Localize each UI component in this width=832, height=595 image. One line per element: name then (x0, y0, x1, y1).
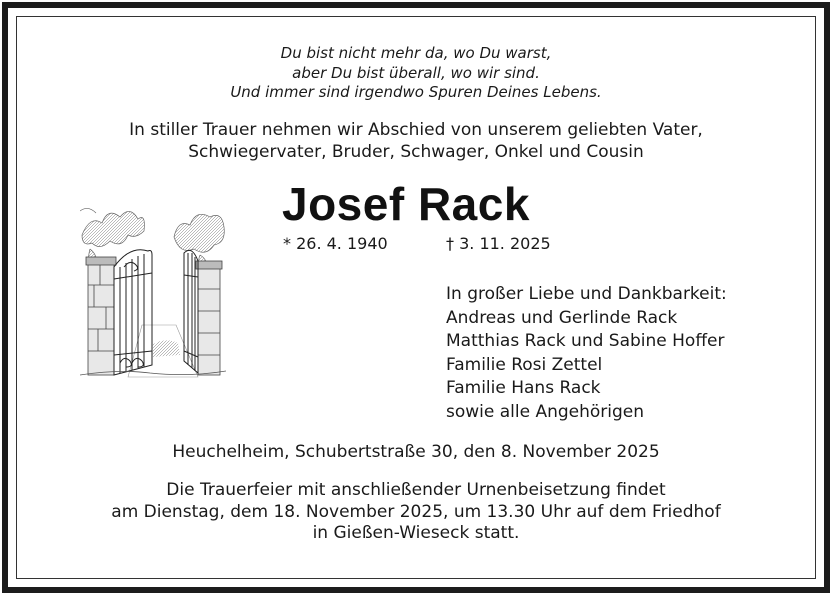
poem (0, 44, 832, 103)
poem-line: Und immer sind irgendwo Spuren Deines Lebens. (230, 83, 602, 101)
poem-line: aber Du bist überall, wo wir sind. (292, 63, 540, 82)
mourners-line: In großer Liebe und Dankbarkeit: (446, 284, 727, 304)
mourners-line: Familie Hans Rack (446, 378, 601, 398)
poem-line: Du bist nicht mehr da, wo Du warst, (280, 44, 552, 62)
intro-text (0, 119, 832, 163)
funeral-line: Die Trauerfeier mit anschließender Urnenbeisetzung findet (166, 480, 666, 500)
mourners-line: sowie alle Angehörigen (446, 401, 645, 422)
funeral-info (0, 480, 832, 545)
left-pillar (86, 257, 116, 375)
death-date: † 3. 11. 2025 (446, 234, 551, 253)
mourners-list (446, 283, 727, 424)
deceased-name: Josef Rack (282, 178, 530, 230)
mourners-line: Familie Rosi Zettel (446, 354, 603, 375)
birth-date: * 26. 4. 1940 (283, 234, 388, 253)
mourners-line: Andreas und Gerlinde Rack (446, 307, 678, 328)
left-gate (114, 250, 152, 375)
funeral-line: in Gießen-Wieseck statt. (312, 523, 520, 543)
garden-gate-illustration (80, 205, 226, 381)
shrub (152, 340, 180, 357)
intro-line: Schwiegervater, Bruder, Schwager, Onkel und Cousin (188, 142, 644, 162)
place-date: Heuchelheim, Schubertstraße 30, den 8. November 2025 (172, 442, 660, 462)
intro-line: In stiller Trauer nehmen wir Abschied von unserem geliebten Vater, (129, 120, 703, 140)
funeral-line: am Dienstag, dem 18. November 2025, um 13.30 Uhr auf dem Friedhof (111, 501, 721, 522)
right-pillar (196, 261, 222, 375)
mourners-line: Matthias Rack und Sabine Hoffer (446, 331, 725, 351)
